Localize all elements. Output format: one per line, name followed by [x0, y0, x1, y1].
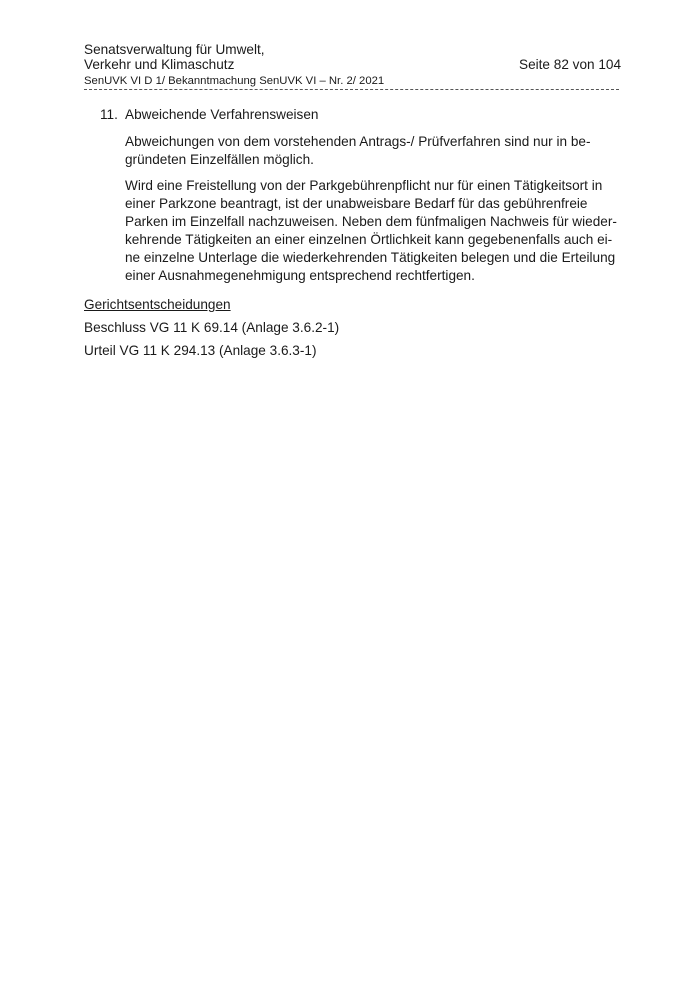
- paragraph-line: Wird eine Freistellung von der Parkgebührenpflicht nur für einen Tätigkeitsort in: [125, 178, 603, 193]
- court-decision-item: Urteil VG 11 K 294.13 (Anlage 3.6.3-1): [84, 343, 317, 358]
- header-organization-line2: Verkehr und Klimaschutz: [84, 57, 235, 72]
- header-reference: SenUVK VI D 1/ Bekanntmachung SenUVK VI – Nr. 2/ 2021: [84, 75, 385, 87]
- section-heading: [100, 106, 318, 124]
- paragraph-deviations: [125, 133, 595, 169]
- paragraph-line: einer Parkzone beantragt, ist der unabweisbare Bedarf für das gebührenfreie: [125, 196, 588, 211]
- paragraph-exemption: [125, 177, 617, 285]
- court-decisions-title: Gerichtsentscheidungen: [84, 297, 231, 312]
- paragraph-line: Parken im Einzelfall nachzuweisen. Neben dem fünfmaligen Nachweis für wieder-: [125, 214, 617, 229]
- paragraph-line: Abweichungen von dem vorstehenden Antrags-/ Prüfverfahren sind nur in be-: [125, 134, 591, 149]
- paragraph-line: gründeten Einzelfällen möglich.: [125, 152, 314, 167]
- header-organization-line1: Senatsverwaltung für Umwelt,: [84, 42, 265, 57]
- header-divider: [84, 89, 619, 90]
- paragraph-line: ne einzelne Unterlage die wiederkehrenden Tätigkeiten belegen und die Erteilung: [125, 250, 616, 265]
- court-decision-item: Beschluss VG 11 K 69.14 (Anlage 3.6.2-1): [84, 320, 340, 335]
- paragraph-line: einer Ausnahmegenehmigung entsprechend rechtfertigen.: [125, 268, 475, 283]
- section-title: Abweichende Verfahrensweisen: [125, 107, 319, 122]
- section-number: 11.: [100, 107, 118, 122]
- page-indicator: Seite 82 von 104: [519, 57, 622, 72]
- paragraph-line: kehrende Tätigkeiten an einer einzelnen Örtlichkeit kann gegebenenfalls auch ei-: [125, 232, 613, 247]
